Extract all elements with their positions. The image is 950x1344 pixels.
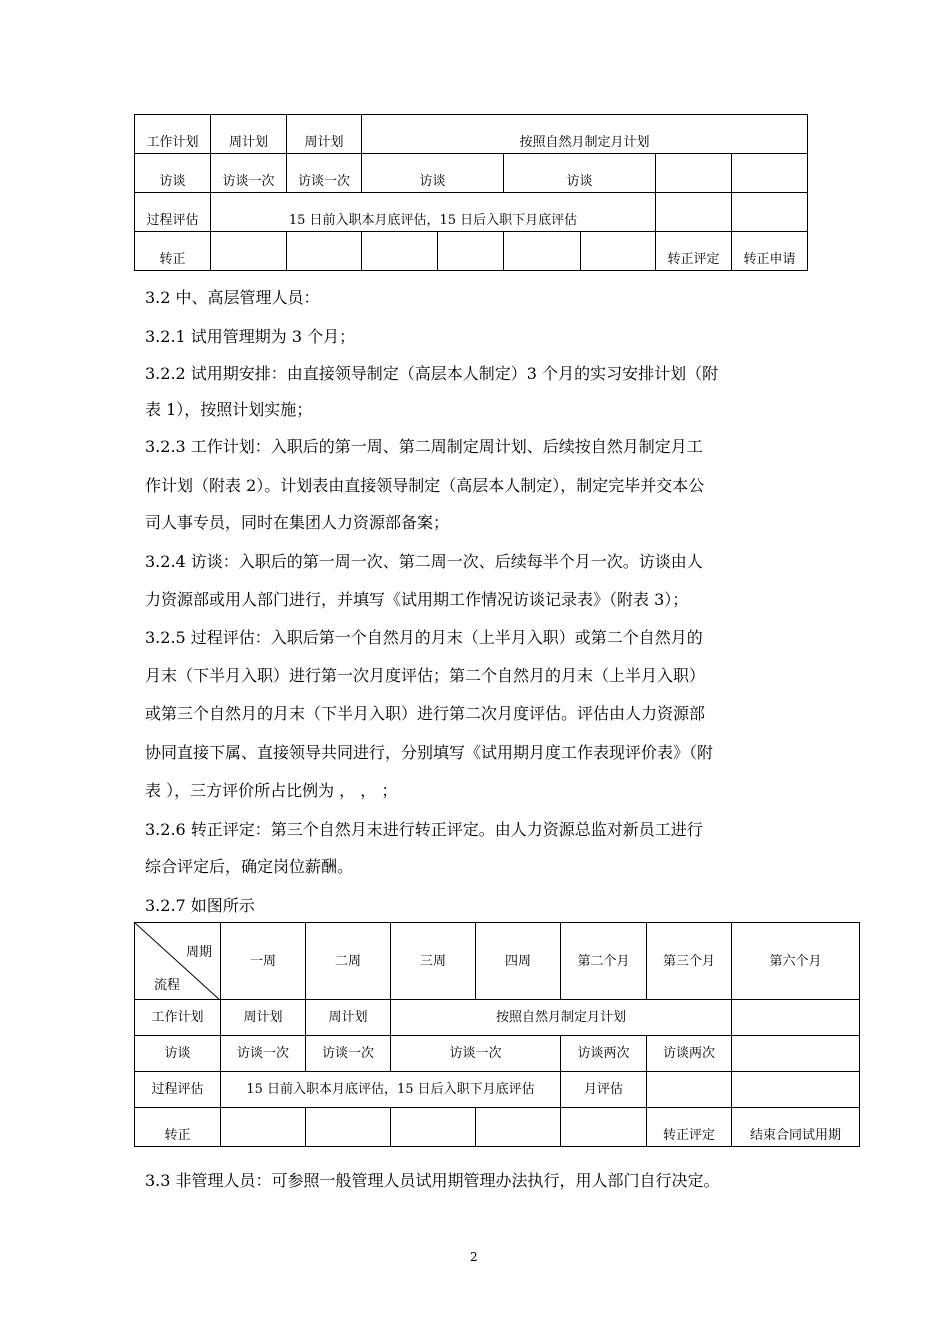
probation-table-senior bbox=[134, 922, 860, 1147]
table-cell: 访谈一次 bbox=[287, 154, 362, 193]
table-cell: 访谈一次 bbox=[306, 1036, 391, 1072]
table-cell bbox=[504, 232, 581, 271]
table-cell: 15 日前入职本月底评估，15 日后入职下月底评估 bbox=[221, 1072, 561, 1108]
table-row bbox=[135, 1072, 860, 1108]
row-label: 过程评估 bbox=[135, 193, 211, 232]
table-row bbox=[135, 154, 808, 193]
row-label: 访谈 bbox=[135, 1036, 221, 1072]
table-cell: 周计划 bbox=[306, 1000, 391, 1036]
section-heading: 3.2 中、高层管理人员： bbox=[145, 288, 320, 307]
table-cell: 按照自然月制定月计划 bbox=[362, 115, 808, 154]
column-header: 一周 bbox=[221, 923, 306, 1000]
paragraph-line: 3.2.2 试用期安排：由直接领导制定（高层本人制定）3 个月的实习安排计划（附 bbox=[145, 364, 719, 383]
page-number: 2 bbox=[470, 1250, 478, 1264]
table-cell bbox=[476, 1108, 561, 1147]
paragraph-line: 3.2.6 转正评定：第三个自然月末进行转正评定。由人力资源总监对新员工进行 bbox=[145, 820, 703, 839]
diagonal-header-cell bbox=[135, 923, 221, 1000]
table-cell bbox=[656, 154, 732, 193]
paragraph-line: 3.2.5 过程评估：入职后第一个自然月的月末（上半月入职）或第二个自然月的 bbox=[145, 628, 703, 647]
table-cell: 转正评定 bbox=[656, 232, 732, 271]
table-cell bbox=[287, 232, 362, 271]
paragraph-line: 表 ），三方评价所占比例为 ， ， ； bbox=[145, 781, 398, 800]
paragraph-line: 司人事专员，同时在集团人力资源部备案； bbox=[145, 513, 450, 532]
table-cell bbox=[211, 232, 287, 271]
table-cell bbox=[647, 1072, 732, 1108]
paragraph-line: 协同直接下属、直接领导共同进行，分别填写《试用期月度工作表现评价表》（附 bbox=[145, 743, 714, 762]
column-header: 二周 bbox=[306, 923, 391, 1000]
table-cell bbox=[656, 193, 732, 232]
table-row bbox=[135, 1036, 860, 1072]
table-cell bbox=[221, 1108, 306, 1147]
row-label: 转正 bbox=[135, 1108, 221, 1147]
table-cell: 转正申请 bbox=[732, 232, 808, 271]
table-cell bbox=[732, 1072, 860, 1108]
paragraph-line: 3.2.7 如图所示 bbox=[145, 896, 255, 915]
row-label: 转正 bbox=[135, 232, 211, 271]
table-cell: 访谈两次 bbox=[647, 1036, 732, 1072]
table-cell bbox=[732, 154, 808, 193]
row-label: 过程评估 bbox=[135, 1072, 221, 1108]
table-cell bbox=[438, 232, 504, 271]
table-cell bbox=[732, 193, 808, 232]
table-cell: 周计划 bbox=[211, 115, 287, 154]
table-cell: 访谈 bbox=[362, 154, 504, 193]
table-cell bbox=[391, 1108, 476, 1147]
table-cell: 周计划 bbox=[221, 1000, 306, 1036]
column-header: 第三个月 bbox=[647, 923, 732, 1000]
table-cell bbox=[306, 1108, 391, 1147]
table-cell: 按照自然月制定月计划 bbox=[391, 1000, 732, 1036]
paragraph-line: 3.2.3 工作计划：入职后的第一周、第二周制定周计划、后续按自然月制定月工 bbox=[145, 437, 703, 456]
table-cell bbox=[732, 1000, 860, 1036]
table-row bbox=[135, 1108, 860, 1147]
paragraph-line: 作计划（附表 2）。计划表由直接领导制定（高层本人制定），制定完毕并交本公 bbox=[145, 476, 705, 495]
table-cell: 访谈一次 bbox=[211, 154, 287, 193]
table-cell bbox=[581, 232, 656, 271]
row-label: 工作计划 bbox=[135, 1000, 221, 1036]
table-cell: 访谈两次 bbox=[561, 1036, 647, 1072]
paragraph-line: 力资源部或用人部门进行，并填写《试用期工作情况访谈记录表》（附表 3）； bbox=[145, 590, 689, 609]
probation-table-general bbox=[134, 114, 808, 271]
table-cell: 15 日前入职本月底评估，15 日后入职下月底评估 bbox=[211, 193, 656, 232]
paragraph-line: 表 1），按照计划实施； bbox=[145, 400, 313, 419]
process-label: 流程 bbox=[154, 978, 181, 993]
table-row bbox=[135, 115, 808, 154]
column-header: 第六个月 bbox=[732, 923, 860, 1000]
paragraph-line: 3.2.4 访谈：入职后的第一周一次、第二周一次、后续每半个月一次。访谈由人 bbox=[145, 552, 703, 571]
table-cell: 月评估 bbox=[561, 1072, 647, 1108]
table-cell: 访谈一次 bbox=[391, 1036, 561, 1072]
row-label: 工作计划 bbox=[135, 115, 211, 154]
paragraph-line: 月末（下半月入职）进行第一次月度评估；第二个自然月的月末（上半月入职） bbox=[145, 666, 706, 685]
paragraph-line: 3.2.1 试用管理期为 3 个月； bbox=[145, 327, 356, 346]
column-header: 四周 bbox=[476, 923, 561, 1000]
paragraph-line: 综合评定后，确定岗位薪酬。 bbox=[145, 857, 354, 876]
paragraph-line: 3.3 非管理人员：可参照一般管理人员试用期管理办法执行，用人部门自行决定。 bbox=[145, 1171, 720, 1190]
table-cell bbox=[561, 1108, 647, 1147]
table-cell: 周计划 bbox=[287, 115, 362, 154]
table-cell: 结束合同试用期 bbox=[732, 1108, 860, 1147]
table-cell bbox=[732, 1036, 860, 1072]
row-label: 访谈 bbox=[135, 154, 211, 193]
table-row bbox=[135, 1000, 860, 1036]
period-label: 周期 bbox=[185, 945, 212, 960]
table-header-row bbox=[135, 923, 860, 1000]
table-cell: 访谈 bbox=[504, 154, 656, 193]
column-header: 三周 bbox=[391, 923, 476, 1000]
table-cell bbox=[362, 232, 438, 271]
table-row bbox=[135, 232, 808, 271]
table-cell: 访谈一次 bbox=[221, 1036, 306, 1072]
table-row bbox=[135, 193, 808, 232]
column-header: 第二个月 bbox=[561, 923, 647, 1000]
paragraph-line: 或第三个自然月的月末（下半月入职）进行第二次月度评估。评估由人力资源部 bbox=[145, 704, 706, 723]
table-cell: 转正评定 bbox=[647, 1108, 732, 1147]
